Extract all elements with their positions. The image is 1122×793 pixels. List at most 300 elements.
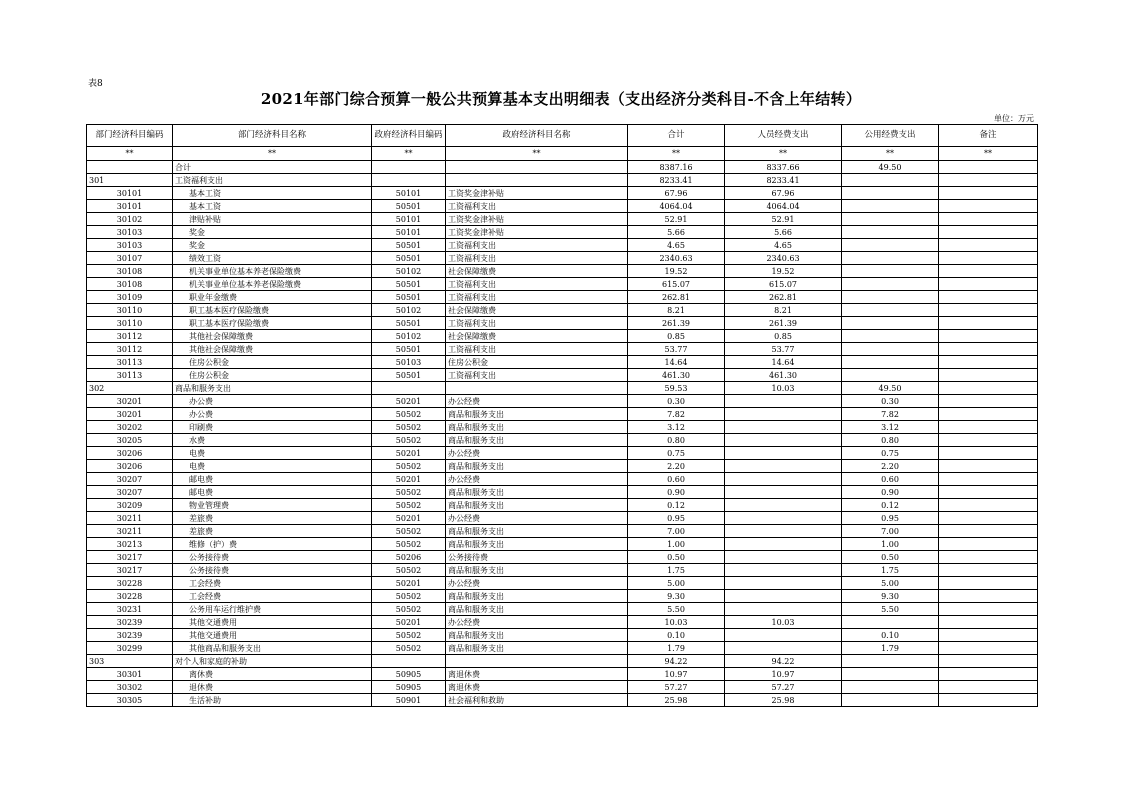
dept-code-cell: 30101: [87, 187, 173, 200]
total-cell: 2.20: [628, 460, 725, 473]
gov-name-cell: 工资福利支出: [446, 278, 628, 291]
table-row: [87, 668, 1038, 681]
dept-code-cell: 30228: [87, 590, 173, 603]
public-cell: [842, 239, 939, 252]
personnel-cell: 461.30: [725, 369, 842, 382]
dept-code-cell: 30112: [87, 343, 173, 356]
gov-name-cell: [446, 161, 628, 174]
public-cell: 49.50: [842, 382, 939, 395]
dept-name-cell: 职工基本医疗保险缴费: [173, 317, 372, 330]
star-cell: **: [939, 147, 1038, 161]
public-cell: 1.79: [842, 642, 939, 655]
dept-name-cell: 差旅费: [173, 512, 372, 525]
total-cell: 94.22: [628, 655, 725, 668]
total-cell: 261.39: [628, 317, 725, 330]
total-cell: 10.97: [628, 668, 725, 681]
personnel-cell: [725, 434, 842, 447]
gov-code-cell: 50502: [372, 408, 446, 421]
dept-name-cell: 住房公积金: [173, 356, 372, 369]
gov-name-cell: [446, 174, 628, 187]
total-cell: 1.00: [628, 538, 725, 551]
dept-code-cell: 303: [87, 655, 173, 668]
header-note: 备注: [939, 125, 1038, 147]
dept-name-cell: 其他社会保障缴费: [173, 343, 372, 356]
table-row: [87, 551, 1038, 564]
dept-code-cell: 30201: [87, 408, 173, 421]
table-row: [87, 317, 1038, 330]
gov-name-cell: 工资福利支出: [446, 252, 628, 265]
gov-name-cell: 社会保障缴费: [446, 330, 628, 343]
gov-code-cell: 50502: [372, 564, 446, 577]
total-cell: 8233.41: [628, 174, 725, 187]
dept-name-cell: 生活补助: [173, 694, 372, 707]
dept-name-cell: 奖金: [173, 226, 372, 239]
total-cell: 0.12: [628, 499, 725, 512]
table-number: 表8: [88, 79, 103, 89]
table-row: [87, 369, 1038, 382]
personnel-cell: [725, 590, 842, 603]
total-cell: 7.00: [628, 525, 725, 538]
dept-name-cell: 电费: [173, 447, 372, 460]
public-cell: [842, 356, 939, 369]
personnel-cell: 67.96: [725, 187, 842, 200]
personnel-cell: 10.03: [725, 616, 842, 629]
gov-name-cell: 工资奖金津补贴: [446, 187, 628, 200]
gov-code-cell: 50201: [372, 512, 446, 525]
table-row: [87, 382, 1038, 395]
public-cell: [842, 668, 939, 681]
gov-name-cell: 办公经费: [446, 512, 628, 525]
gov-name-cell: 商品和服务支出: [446, 590, 628, 603]
dept-code-cell: 30113: [87, 356, 173, 369]
star-row: [87, 147, 1038, 161]
gov-name-cell: 公务接待费: [446, 551, 628, 564]
total-cell: 461.30: [628, 369, 725, 382]
dept-code-cell: 30299: [87, 642, 173, 655]
dept-name-cell: 商品和服务支出: [173, 382, 372, 395]
gov-name-cell: 办公经费: [446, 447, 628, 460]
dept-name-cell: 奖金: [173, 239, 372, 252]
gov-code-cell: 50502: [372, 460, 446, 473]
gov-code-cell: 50501: [372, 278, 446, 291]
dept-code-cell: 30231: [87, 603, 173, 616]
gov-name-cell: 商品和服务支出: [446, 408, 628, 421]
note-cell: [939, 590, 1038, 603]
dept-code-cell: 30211: [87, 512, 173, 525]
total-cell: 4064.04: [628, 200, 725, 213]
public-cell: [842, 343, 939, 356]
gov-code-cell: 50502: [372, 499, 446, 512]
total-cell: 57.27: [628, 681, 725, 694]
gov-name-cell: 商品和服务支出: [446, 538, 628, 551]
total-cell: 25.98: [628, 694, 725, 707]
public-cell: [842, 694, 939, 707]
public-cell: [842, 213, 939, 226]
personnel-cell: [725, 460, 842, 473]
note-cell: [939, 408, 1038, 421]
dept-name-cell: 职工基本医疗保险缴费: [173, 304, 372, 317]
note-cell: [939, 447, 1038, 460]
public-cell: [842, 369, 939, 382]
table-row: [87, 226, 1038, 239]
gov-name-cell: 商品和服务支出: [446, 499, 628, 512]
gov-code-cell: 50502: [372, 421, 446, 434]
note-cell: [939, 473, 1038, 486]
dept-code-cell: 30101: [87, 200, 173, 213]
public-cell: 5.00: [842, 577, 939, 590]
personnel-cell: 57.27: [725, 681, 842, 694]
gov-code-cell: [372, 161, 446, 174]
dept-name-cell: 物业管理费: [173, 499, 372, 512]
dept-code-cell: 30202: [87, 421, 173, 434]
note-cell: [939, 161, 1038, 174]
note-cell: [939, 551, 1038, 564]
note-cell: [939, 330, 1038, 343]
note-cell: [939, 642, 1038, 655]
header-total: 合计: [628, 125, 725, 147]
table-row: [87, 239, 1038, 252]
personnel-cell: 0.85: [725, 330, 842, 343]
dept-name-cell: 绩效工资: [173, 252, 372, 265]
dept-code-cell: 30103: [87, 239, 173, 252]
dept-code-cell: 30108: [87, 278, 173, 291]
gov-code-cell: 50901: [372, 694, 446, 707]
budget-table: [86, 124, 1038, 707]
note-cell: [939, 200, 1038, 213]
public-cell: 0.60: [842, 473, 939, 486]
dept-code-cell: 30103: [87, 226, 173, 239]
gov-code-cell: 50201: [372, 395, 446, 408]
gov-name-cell: 办公经费: [446, 616, 628, 629]
dept-code-cell: 30102: [87, 213, 173, 226]
star-cell: **: [725, 147, 842, 161]
gov-name-cell: 商品和服务支出: [446, 421, 628, 434]
public-cell: 0.95: [842, 512, 939, 525]
gov-code-cell: 50502: [372, 590, 446, 603]
dept-code-cell: 30217: [87, 564, 173, 577]
personnel-cell: [725, 395, 842, 408]
personnel-cell: [725, 629, 842, 642]
personnel-cell: 8233.41: [725, 174, 842, 187]
note-cell: [939, 499, 1038, 512]
table-row: [87, 616, 1038, 629]
public-cell: [842, 304, 939, 317]
gov-name-cell: 工资福利支出: [446, 369, 628, 382]
table-row: [87, 525, 1038, 538]
gov-code-cell: 50103: [372, 356, 446, 369]
table-row: [87, 161, 1038, 174]
public-cell: [842, 174, 939, 187]
total-cell: 5.66: [628, 226, 725, 239]
total-cell: 0.90: [628, 486, 725, 499]
total-cell: 0.60: [628, 473, 725, 486]
note-cell: [939, 395, 1038, 408]
gov-name-cell: 工资福利支出: [446, 343, 628, 356]
table-row: [87, 408, 1038, 421]
public-cell: [842, 655, 939, 668]
gov-code-cell: 50501: [372, 252, 446, 265]
header-dept-code: 部门经济科目编码: [87, 125, 173, 147]
personnel-cell: 8337.66: [725, 161, 842, 174]
table-row: [87, 473, 1038, 486]
total-cell: 52.91: [628, 213, 725, 226]
total-cell: 8387.16: [628, 161, 725, 174]
star-cell: **: [446, 147, 628, 161]
gov-name-cell: 社会保障缴费: [446, 304, 628, 317]
dept-name-cell: 水费: [173, 434, 372, 447]
dept-code-cell: 30217: [87, 551, 173, 564]
dept-name-cell: 邮电费: [173, 473, 372, 486]
public-cell: 0.30: [842, 395, 939, 408]
note-cell: [939, 317, 1038, 330]
public-cell: 0.75: [842, 447, 939, 460]
note-cell: [939, 538, 1038, 551]
gov-code-cell: 50102: [372, 304, 446, 317]
gov-code-cell: 50501: [372, 343, 446, 356]
table-row: [87, 343, 1038, 356]
dept-name-cell: 住房公积金: [173, 369, 372, 382]
dept-name-cell: 印刷费: [173, 421, 372, 434]
public-cell: 9.30: [842, 590, 939, 603]
dept-name-cell: 其他社会保障缴费: [173, 330, 372, 343]
personnel-cell: 8.21: [725, 304, 842, 317]
note-cell: [939, 525, 1038, 538]
note-cell: [939, 239, 1038, 252]
gov-code-cell: 50206: [372, 551, 446, 564]
dept-code-cell: 30239: [87, 616, 173, 629]
note-cell: [939, 226, 1038, 239]
table-row: [87, 252, 1038, 265]
table-row: [87, 499, 1038, 512]
table-row: [87, 395, 1038, 408]
dept-name-cell: 津贴补贴: [173, 213, 372, 226]
gov-code-cell: 50502: [372, 525, 446, 538]
table-row: [87, 278, 1038, 291]
dept-code-cell: 30201: [87, 395, 173, 408]
dept-code-cell: 30228: [87, 577, 173, 590]
total-cell: 3.12: [628, 421, 725, 434]
star-cell: **: [842, 147, 939, 161]
personnel-cell: 2340.63: [725, 252, 842, 265]
dept-name-cell: 工会经费: [173, 577, 372, 590]
gov-code-cell: 50502: [372, 538, 446, 551]
dept-code-cell: 30301: [87, 668, 173, 681]
total-cell: 53.77: [628, 343, 725, 356]
note-cell: [939, 616, 1038, 629]
personnel-cell: 262.81: [725, 291, 842, 304]
dept-name-cell: 机关事业单位基本养老保险缴费: [173, 265, 372, 278]
public-cell: [842, 681, 939, 694]
gov-code-cell: 50502: [372, 629, 446, 642]
note-cell: [939, 603, 1038, 616]
personnel-cell: 4.65: [725, 239, 842, 252]
table-row: [87, 330, 1038, 343]
gov-code-cell: 50101: [372, 226, 446, 239]
header-public: 公用经费支出: [842, 125, 939, 147]
public-cell: 2.20: [842, 460, 939, 473]
note-cell: [939, 265, 1038, 278]
total-cell: 10.03: [628, 616, 725, 629]
gov-name-cell: 工资福利支出: [446, 317, 628, 330]
dept-code-cell: 30112: [87, 330, 173, 343]
gov-code-cell: 50502: [372, 434, 446, 447]
dept-name-cell: 基本工资: [173, 187, 372, 200]
total-cell: 8.21: [628, 304, 725, 317]
dept-code-cell: 30206: [87, 447, 173, 460]
dept-code-cell: 30206: [87, 460, 173, 473]
personnel-cell: [725, 603, 842, 616]
personnel-cell: [725, 486, 842, 499]
dept-code-cell: 30110: [87, 317, 173, 330]
gov-code-cell: 50502: [372, 603, 446, 616]
total-cell: 0.30: [628, 395, 725, 408]
table-row: [87, 356, 1038, 369]
personnel-cell: 10.03: [725, 382, 842, 395]
table-row: [87, 291, 1038, 304]
total-cell: 1.75: [628, 564, 725, 577]
note-cell: [939, 343, 1038, 356]
public-cell: 0.50: [842, 551, 939, 564]
gov-name-cell: 社会福利和救助: [446, 694, 628, 707]
header-personnel: 人员经费支出: [725, 125, 842, 147]
public-cell: [842, 317, 939, 330]
personnel-cell: [725, 525, 842, 538]
gov-code-cell: 50501: [372, 200, 446, 213]
gov-name-cell: 工资福利支出: [446, 239, 628, 252]
total-cell: 615.07: [628, 278, 725, 291]
gov-name-cell: 工资福利支出: [446, 200, 628, 213]
public-cell: [842, 252, 939, 265]
total-cell: 0.95: [628, 512, 725, 525]
personnel-cell: 615.07: [725, 278, 842, 291]
gov-code-cell: 50905: [372, 681, 446, 694]
table-row: [87, 538, 1038, 551]
table-row: [87, 564, 1038, 577]
gov-code-cell: 50201: [372, 447, 446, 460]
dept-code-cell: 30211: [87, 525, 173, 538]
table-row: [87, 200, 1038, 213]
gov-code-cell: 50201: [372, 577, 446, 590]
dept-code-cell: 30209: [87, 499, 173, 512]
personnel-cell: 25.98: [725, 694, 842, 707]
table-row: [87, 421, 1038, 434]
dept-name-cell: 电费: [173, 460, 372, 473]
dept-name-cell: 公务用车运行维护费: [173, 603, 372, 616]
dept-code-cell: 30305: [87, 694, 173, 707]
public-cell: 0.12: [842, 499, 939, 512]
note-cell: [939, 460, 1038, 473]
total-cell: 0.75: [628, 447, 725, 460]
dept-name-cell: 办公费: [173, 408, 372, 421]
dept-code-cell: 30205: [87, 434, 173, 447]
personnel-cell: 5.66: [725, 226, 842, 239]
public-cell: 0.80: [842, 434, 939, 447]
gov-name-cell: 办公经费: [446, 577, 628, 590]
total-cell: 9.30: [628, 590, 725, 603]
note-cell: [939, 694, 1038, 707]
table-row: [87, 694, 1038, 707]
dept-code-cell: 301: [87, 174, 173, 187]
dept-name-cell: 邮电费: [173, 486, 372, 499]
personnel-cell: 4064.04: [725, 200, 842, 213]
table-row: [87, 434, 1038, 447]
gov-code-cell: [372, 174, 446, 187]
gov-code-cell: 50905: [372, 668, 446, 681]
total-cell: 19.52: [628, 265, 725, 278]
dept-code-cell: 30113: [87, 369, 173, 382]
star-cell: **: [628, 147, 725, 161]
dept-name-cell: 合计: [173, 161, 372, 174]
gov-code-cell: 50101: [372, 187, 446, 200]
gov-name-cell: 商品和服务支出: [446, 564, 628, 577]
gov-code-cell: [372, 655, 446, 668]
dept-name-cell: 机关事业单位基本养老保险缴费: [173, 278, 372, 291]
public-cell: 0.90: [842, 486, 939, 499]
header-row: [87, 125, 1038, 147]
note-cell: [939, 382, 1038, 395]
personnel-cell: [725, 512, 842, 525]
star-cell: **: [87, 147, 173, 161]
gov-code-cell: 50501: [372, 239, 446, 252]
gov-name-cell: 社会保障缴费: [446, 265, 628, 278]
note-cell: [939, 213, 1038, 226]
dept-name-cell: 职业年金缴费: [173, 291, 372, 304]
total-cell: 5.00: [628, 577, 725, 590]
public-cell: [842, 330, 939, 343]
dept-name-cell: 公务接待费: [173, 551, 372, 564]
gov-name-cell: 商品和服务支出: [446, 642, 628, 655]
gov-code-cell: 50102: [372, 330, 446, 343]
gov-code-cell: 50501: [372, 317, 446, 330]
note-cell: [939, 564, 1038, 577]
personnel-cell: 52.91: [725, 213, 842, 226]
personnel-cell: [725, 473, 842, 486]
total-cell: 67.96: [628, 187, 725, 200]
dept-name-cell: 离休费: [173, 668, 372, 681]
gov-name-cell: 商品和服务支出: [446, 486, 628, 499]
public-cell: [842, 200, 939, 213]
public-cell: 49.50: [842, 161, 939, 174]
personnel-cell: [725, 564, 842, 577]
gov-name-cell: 办公经费: [446, 473, 628, 486]
note-cell: [939, 512, 1038, 525]
dept-code-cell: 30108: [87, 265, 173, 278]
gov-name-cell: 工资奖金津补贴: [446, 213, 628, 226]
total-cell: 0.80: [628, 434, 725, 447]
public-cell: 7.00: [842, 525, 939, 538]
note-cell: [939, 629, 1038, 642]
page-title: 2021年部门综合预算一般公共预算基本支出明细表（支出经济分类科目-不含上年结转）: [260, 90, 862, 108]
dept-code-cell: 302: [87, 382, 173, 395]
public-cell: [842, 226, 939, 239]
personnel-cell: 261.39: [725, 317, 842, 330]
gov-code-cell: 50101: [372, 213, 446, 226]
note-cell: [939, 577, 1038, 590]
personnel-cell: [725, 421, 842, 434]
public-cell: [842, 616, 939, 629]
note-cell: [939, 421, 1038, 434]
gov-name-cell: 离退休费: [446, 668, 628, 681]
gov-code-cell: [372, 382, 446, 395]
dept-name-cell: 其他交通费用: [173, 616, 372, 629]
dept-name-cell: 办公费: [173, 395, 372, 408]
total-cell: 14.64: [628, 356, 725, 369]
dept-code-cell: 30107: [87, 252, 173, 265]
personnel-cell: [725, 577, 842, 590]
dept-code-cell: 30213: [87, 538, 173, 551]
gov-name-cell: 办公经费: [446, 395, 628, 408]
dept-name-cell: 基本工资: [173, 200, 372, 213]
